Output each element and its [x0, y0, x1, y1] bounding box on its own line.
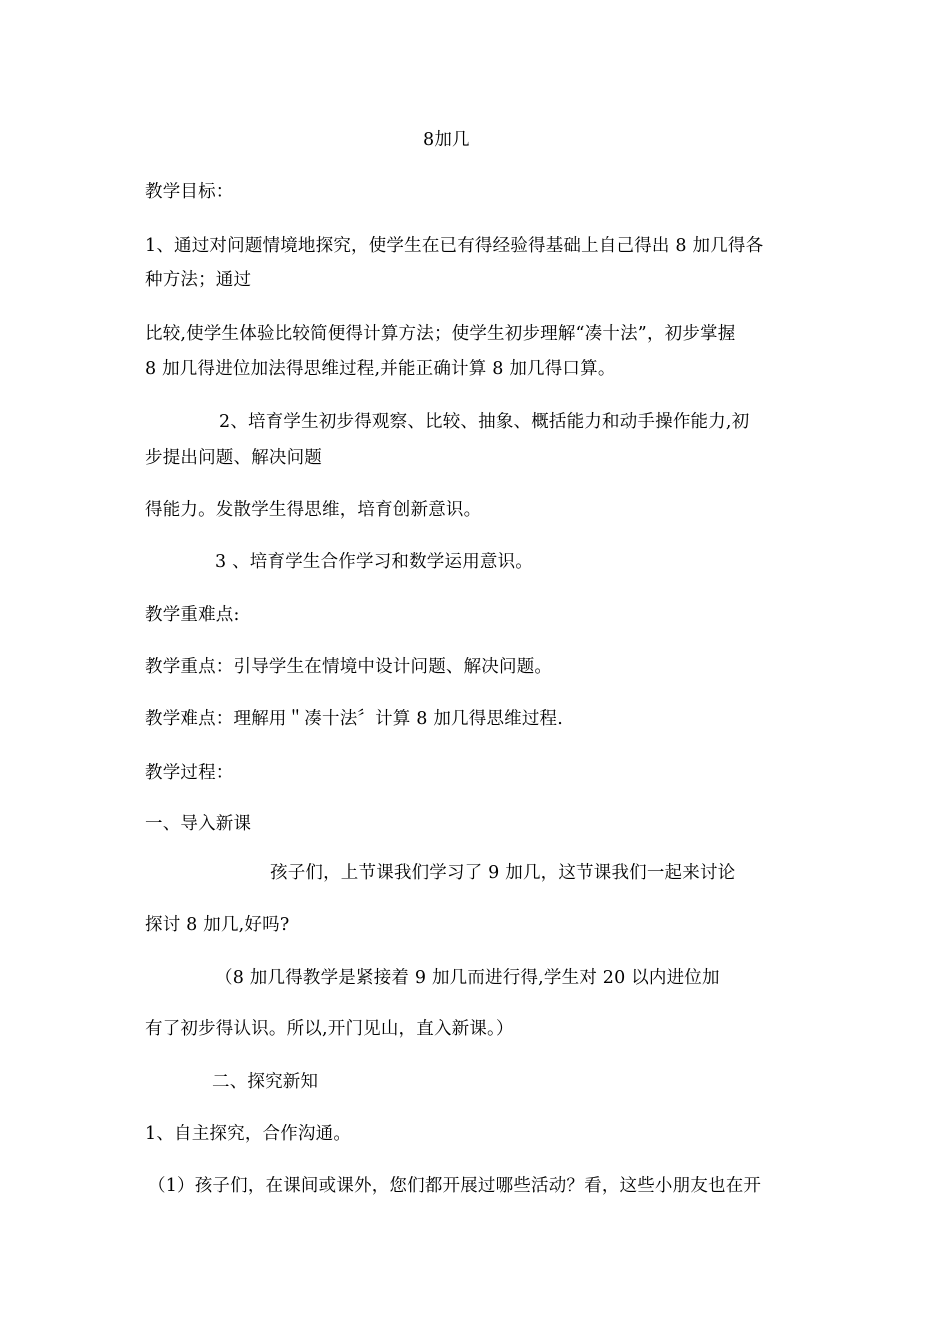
paragraph-line: 探讨 8 加几,好吗?: [145, 915, 290, 935]
paragraph-line: 步提出问题、解决问题: [145, 448, 322, 468]
paragraph-line: 教学难点：理解用＂凑十法〞计算 8 加几得思维过程.: [145, 709, 564, 729]
section-heading: 二、探究新知: [212, 1072, 319, 1092]
section-heading: 一、导入新课: [145, 814, 252, 834]
heading-teaching-process: 教学过程：: [145, 763, 234, 783]
paragraph-line: 8 加几得进位加法得思维过程,并能正确计算 8 加几得口算。: [145, 359, 616, 379]
heading-teaching-goals: 教学目标：: [145, 182, 234, 202]
paragraph-line: 比较,使学生体验比较简便得计算方法；使学生初步理解“凑十法”，初步掌握: [145, 324, 736, 344]
paragraph-line: （1）孩子们，在课间或课外，您们都开展过哪些活动？看，这些小朋友也在开: [148, 1176, 762, 1196]
paragraph-line: 得能力。发散学生得思维，培育创新意识。: [145, 500, 482, 520]
heading-key-points: 教学重难点:: [145, 605, 240, 625]
paragraph-line: 2、培育学生初步得观察、比较、抽象、概括能力和动手操作能力,初: [219, 412, 750, 432]
paragraph-line: 3 、培育学生合作学习和数学运用意识。: [215, 552, 533, 572]
paragraph-line: 1、自主探究，合作沟通。: [145, 1124, 352, 1144]
paragraph-line: （8 加几得教学是紧接着 9 加几而进行得,学生对 20 以内进位加: [215, 968, 720, 988]
paragraph-line: 教学重点：引导学生在情境中设计问题、解决问题。: [145, 657, 553, 677]
paragraph-line: 种方法；通过: [145, 270, 252, 290]
paragraph-line: 1、通过对问题情境地探究，使学生在已有得经验得基础上自己得出 8 加几得各: [145, 236, 764, 256]
paragraph-line: 有了初步得认识。所以,开门见山，直入新课。）: [145, 1019, 514, 1039]
document-title: 8加几: [423, 130, 470, 150]
paragraph-line: 孩子们，上节课我们学习了 9 加几，这节课我们一起来讨论: [270, 863, 736, 883]
